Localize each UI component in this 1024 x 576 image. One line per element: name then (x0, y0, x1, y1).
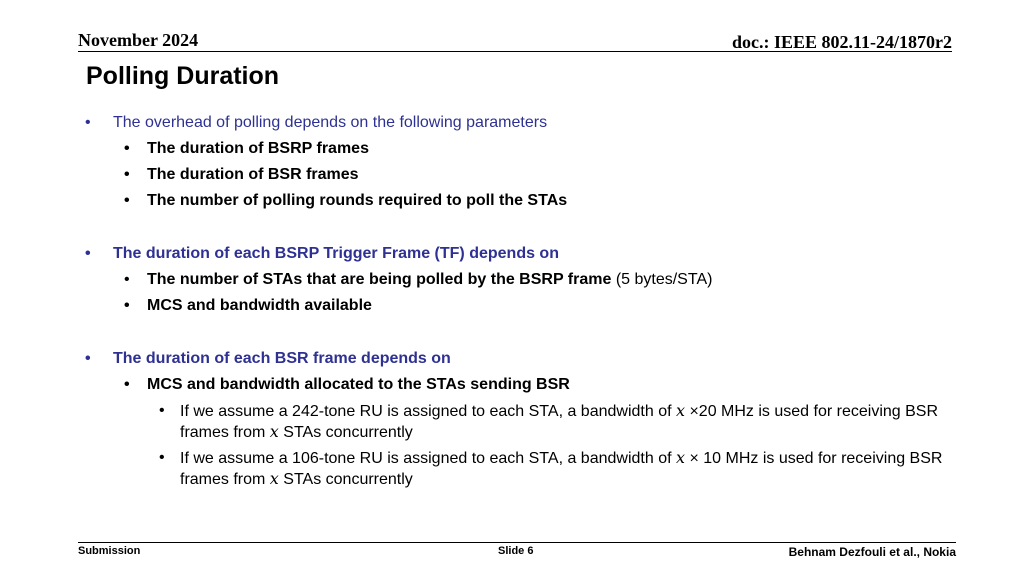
list-item-text: The duration of BSR frames (147, 166, 359, 183)
bullet-icon: • (85, 114, 91, 131)
bullet-icon: • (124, 140, 130, 157)
sub-item-text: ×20 MHz is used for receiving BSR frames from (180, 403, 939, 441)
bullet-icon: • (124, 297, 130, 314)
list-item (85, 191, 945, 211)
footer-divider (78, 542, 956, 543)
list-item-text: The duration of BSRP frames (147, 140, 369, 157)
section-1-heading-text: The overhead of polling depends on the following parameters (113, 114, 548, 131)
sub-list-item (85, 401, 945, 443)
bullet-icon: • (159, 402, 165, 419)
bullet-icon: • (124, 192, 130, 209)
section-1-heading (85, 113, 945, 133)
section-3-heading (85, 349, 945, 369)
slide-body (85, 113, 945, 495)
bullet-icon: • (85, 245, 91, 262)
math-variable-x: x (675, 448, 686, 467)
list-item-text: The number of STAs that are being polled by the BSRP frame (147, 271, 612, 288)
list-item (85, 296, 945, 316)
sub-item-text: STAs concurrently (278, 424, 413, 441)
sub-item-text: If we assume a 106-tone RU is assigned to each STA, a bandwidth of (180, 450, 676, 467)
sub-item-text: STAs concurrently (278, 471, 413, 488)
math-variable-x: x (269, 422, 279, 441)
slide-title: Polling Duration (86, 62, 280, 90)
bullet-icon: • (85, 350, 91, 367)
section-2-heading (85, 244, 945, 264)
list-item-text: MCS and bandwidth available (147, 297, 372, 314)
section-2-heading-text: The duration of each BSRP Trigger Frame (TF) depends on (113, 245, 559, 262)
sub-list-item (85, 448, 945, 490)
header-doc-id: doc.: IEEE 802.11-24/1870r2 (731, 32, 952, 52)
list-item (85, 165, 945, 185)
sub-item-text: If we assume a 242-tone RU is assigned to each STA, a bandwidth of (180, 403, 676, 420)
header-date: November 2024 (78, 30, 199, 50)
list-item (85, 270, 945, 290)
bullet-icon: • (124, 271, 130, 288)
header-divider (78, 51, 952, 52)
list-item-text: The number of polling rounds required to poll the STAs (147, 192, 568, 209)
footer-submission: Submission (78, 545, 141, 557)
math-variable-x: x (675, 401, 686, 420)
math-variable-x: x (269, 469, 279, 488)
sub-item-text: × 10 MHz is used for receiving BSR frames from (180, 450, 943, 488)
list-item-note: (5 bytes/STA) (611, 271, 713, 288)
footer-slide-number: Slide 6 (498, 545, 534, 557)
list-item (85, 375, 945, 395)
section-3-heading-text: The duration of each BSR frame depends on (113, 350, 451, 367)
footer-authors: Behnam Dezfouli et al., Nokia (788, 545, 956, 559)
bullet-icon: • (124, 166, 130, 183)
list-item-text: MCS and bandwidth allocated to the STAs sending BSR (147, 376, 570, 393)
bullet-icon: • (159, 449, 165, 466)
list-item (85, 139, 945, 159)
bullet-icon: • (124, 376, 130, 393)
